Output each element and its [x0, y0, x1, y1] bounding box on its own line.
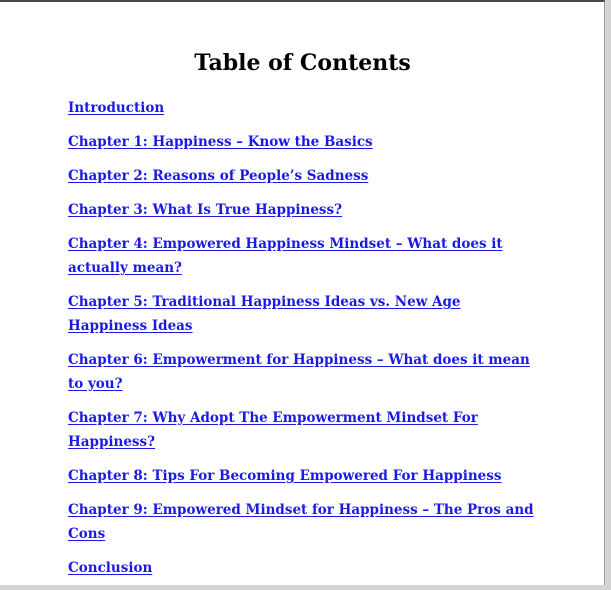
toc-link-chapter-8[interactable]: Chapter 8: Tips For Becoming Empowered For Happiness	[68, 468, 502, 484]
toc-entry-chapter-1	[68, 130, 538, 154]
toc-entry-chapter-5	[68, 290, 538, 338]
toc-link-chapter-9[interactable]: Chapter 9: Empowered Mindset for Happiness – The Pros and Cons	[68, 502, 534, 542]
toc-link-introduction[interactable]: Introduction	[68, 100, 165, 116]
toc-entry-chapter-3	[68, 198, 538, 222]
toc-link-chapter-6[interactable]: Chapter 6: Empowerment for Happiness – What does it mean to you?	[68, 352, 530, 392]
page-title: Table of Contents	[194, 50, 411, 76]
toc-link-chapter-4[interactable]: Chapter 4: Empowered Happiness Mindset – What does it actually mean?	[68, 236, 503, 276]
toc-entry-chapter-4	[68, 232, 538, 280]
toc-link-chapter-7[interactable]: Chapter 7: Why Adopt The Empowerment Mindset For Happiness?	[68, 410, 478, 450]
toc-link-chapter-5[interactable]: Chapter 5: Traditional Happiness Ideas vs. New Age Happiness Ideas	[68, 294, 461, 334]
toc-link-chapter-3[interactable]: Chapter 3: What Is True Happiness?	[68, 202, 343, 218]
toc-entry-conclusion	[68, 556, 538, 580]
toc-link-chapter-2[interactable]: Chapter 2: Reasons of People’s Sadness	[68, 168, 369, 184]
toc-entry-chapter-7	[68, 406, 538, 454]
toc-entry-chapter-6	[68, 348, 538, 396]
toc-entry-introduction	[68, 96, 538, 120]
toc-link-conclusion[interactable]: Conclusion	[68, 560, 153, 576]
toc-entry-chapter-2	[68, 164, 538, 188]
toc-entry-chapter-8	[68, 464, 538, 488]
table-of-contents	[68, 96, 538, 590]
toc-entry-chapter-9	[68, 498, 538, 546]
toc-link-chapter-1[interactable]: Chapter 1: Happiness – Know the Basics	[68, 134, 373, 150]
